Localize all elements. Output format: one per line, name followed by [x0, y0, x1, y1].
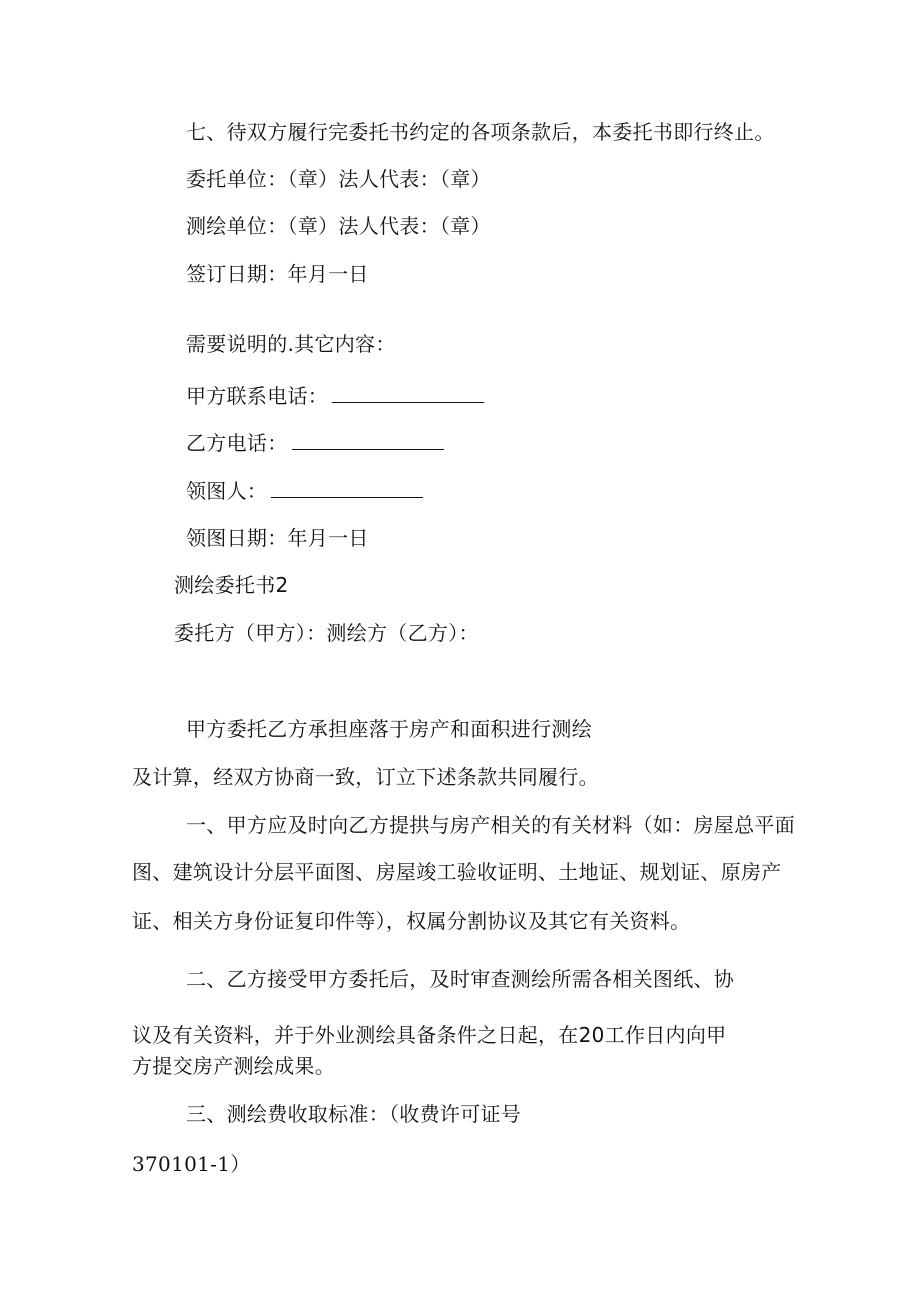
clause-one-line-1: 一、甲方应及时向乙方提拱与房产相关的有关材料（如：房屋总平面 — [186, 813, 795, 837]
parties-line: 委托方（甲方）：测绘方（乙方）： — [174, 621, 479, 645]
party-a-phone-blank — [332, 384, 484, 403]
party-a-phone-row — [186, 383, 484, 409]
party-b-phone-blank — [292, 431, 444, 450]
notes-heading: 需要说明的.其它内容： — [186, 332, 396, 356]
intro-line-2: 及计算，经双方协商一致，订立下述条款共同履行。 — [132, 765, 599, 789]
map-receiver-row — [186, 478, 423, 504]
clause-seven: 七、待双方履行完委托书约定的各项条款后，本委托书即行终止。 — [186, 120, 775, 144]
clause-one-line-3: 证、相关方身份证复印件等），权属分割协议及其它有关资料。 — [132, 909, 691, 933]
clause-one-line-2: 图、建筑设计分层平面图、房屋竣工验收证明、土地证、规划证、原房产 — [132, 860, 782, 884]
surveyor-unit-line: 测绘单位：（章）法人代表：（章） — [186, 214, 491, 238]
party-a-phone-label: 甲方联系电话： — [186, 384, 329, 408]
map-receiver-label: 领图人： — [186, 479, 268, 503]
license-number-line: 370101-1） — [132, 1152, 251, 1176]
clause-three-line-1: 三、测绘费收取标准：（收费许可证号 — [186, 1102, 522, 1126]
intro-line-1: 甲方委托乙方承担座落于房产和面积进行测绘 — [186, 717, 592, 741]
client-unit-line: 委托单位：（章）法人代表：（章） — [186, 167, 491, 191]
party-b-phone-label: 乙方电话： — [186, 431, 288, 455]
signing-date-line: 签订日期：年月一日 — [186, 262, 369, 286]
clause-two-line-3: 方提交房产测绘成果。 — [132, 1054, 335, 1078]
section-title: 测绘委托书2 — [174, 573, 289, 597]
map-receive-date-line: 领图日期：年月一日 — [186, 526, 369, 550]
clause-two-line-1: 二、乙方接受甲方委托后，及时审查测绘所需各相关图纸、协 — [186, 967, 735, 991]
party-b-phone-row — [186, 430, 444, 456]
map-receiver-blank — [271, 479, 423, 498]
clause-two-line-2: 议及有关资料，并于外业测绘具备条件之日起，在20工作日内向甲 — [132, 1023, 727, 1047]
